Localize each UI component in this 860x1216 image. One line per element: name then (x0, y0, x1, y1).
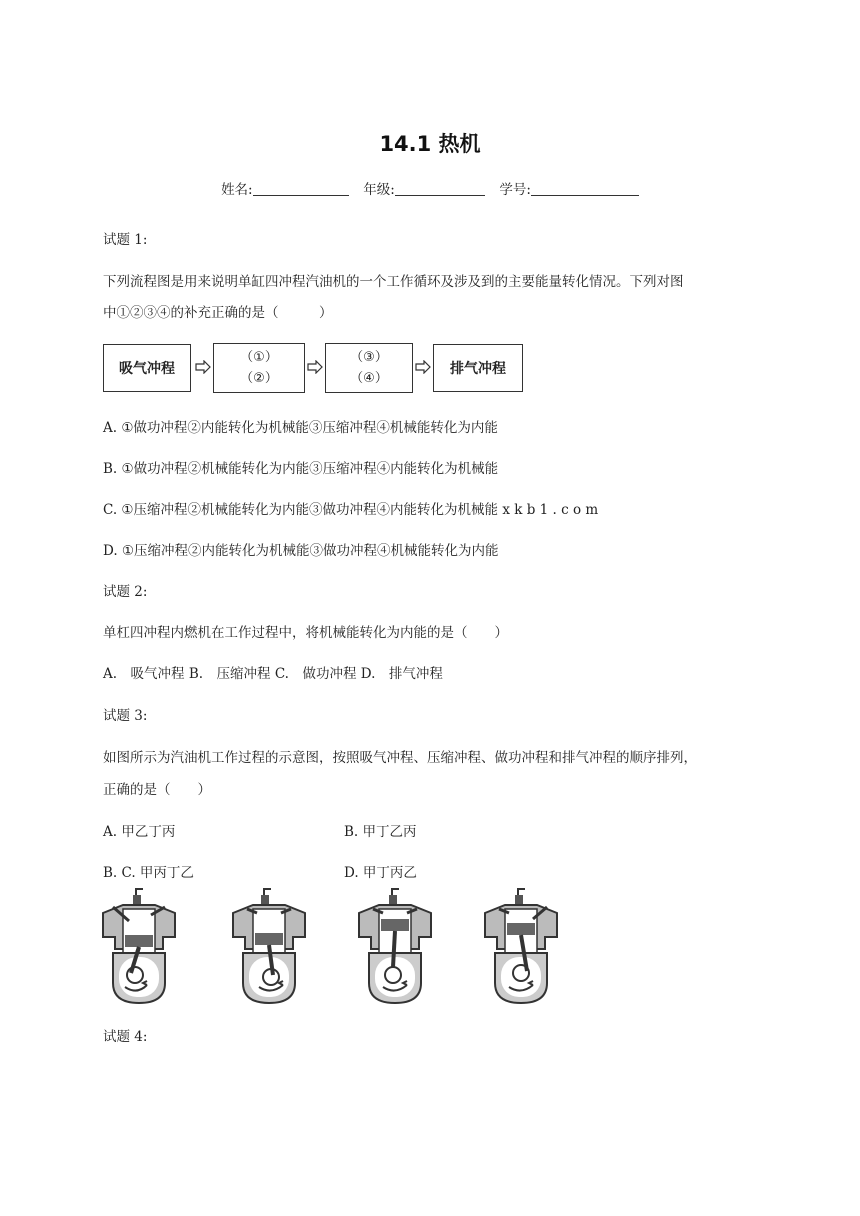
q2-label: 试题 2: (103, 584, 148, 600)
flow-blank-2: （②） (240, 371, 278, 386)
engine-diagram-4 (483, 887, 559, 1005)
flow-box-step12 (213, 343, 305, 393)
flow-box-intake (103, 344, 191, 392)
q1-option-c[interactable]: C. ①压缩冲程②机械能转化为内能③做功冲程④内能转化为机械能 x k b 1 . c o m (103, 502, 599, 518)
engine-diagram-1 (101, 887, 177, 1005)
q1-option-a[interactable]: A. ①做功冲程②内能转化为机械能③压缩冲程④机械能转化为内能 (103, 420, 498, 436)
flow-box-exhaust (433, 344, 523, 392)
flow-arrow-icon (415, 360, 431, 374)
q1-option-b[interactable]: B. ①做功冲程②机械能转化为内能③压缩冲程④内能转化为机械能 (103, 461, 499, 477)
flow-arrow-icon (307, 360, 323, 374)
name-label: 姓名: (221, 182, 253, 198)
q1-stem-line2: 中①②③④的补充正确的是（ ） (103, 305, 333, 321)
q3-option-d[interactable]: D. 甲丁丙乙 (344, 865, 417, 881)
q3-option-c[interactable]: B. C. 甲丙丁乙 (103, 865, 194, 881)
q2-options[interactable]: A. 吸气冲程 B. 压缩冲程 C. 做功冲程 D. 排气冲程 (103, 666, 443, 682)
q3-stem-line2: 正确的是（ ） (103, 782, 211, 798)
q3-label: 试题 3: (103, 708, 148, 724)
name-blank[interactable] (253, 181, 349, 196)
flow-blank-4: （④） (350, 371, 388, 386)
q4-label: 试题 4: (103, 1029, 148, 1045)
q3-option-a[interactable]: A. 甲乙丁丙 (103, 824, 176, 840)
grade-blank[interactable] (395, 181, 485, 196)
flow-blank-3: （③） (350, 350, 388, 365)
q3-option-b[interactable]: B. 甲丁乙丙 (344, 824, 417, 840)
q3-stem-line1: 如图所示为汽油机工作过程的示意图，按照吸气冲程、压缩冲程、做功冲程和排气冲程的顺序排列， (103, 750, 697, 766)
engine-diagram-2 (231, 887, 307, 1005)
q1-label: 试题 1: (103, 232, 148, 248)
flow-box-intake-label: 吸气冲程 (119, 361, 175, 377)
id-blank[interactable] (531, 181, 639, 196)
flow-arrow-icon (195, 360, 211, 374)
q1-option-d[interactable]: D. ①压缩冲程②内能转化为机械能③做功冲程④机械能转化为内能 (103, 543, 499, 559)
engine-stroke-diagrams (95, 887, 565, 1007)
flow-box-exhaust-label: 排气冲程 (450, 361, 506, 377)
q1-stem-line1: 下列流程图是用来说明单缸四冲程汽油机的一个工作循环及涉及到的主要能量转化情况。下列对图 (103, 274, 684, 290)
student-info-line (0, 178, 860, 198)
grade-label: 年级: (363, 182, 395, 198)
q2-stem: 单杠四冲程内燃机在工作过程中，将机械能转化为内能的是（ ） (103, 625, 508, 641)
id-label: 学号: (499, 182, 531, 198)
flow-blank-1: （①） (240, 350, 278, 365)
page-title: 14.1 热机 (379, 132, 481, 156)
flow-box-step34 (325, 343, 413, 393)
engine-diagram-3 (357, 887, 433, 1005)
q1-flowchart (103, 343, 523, 393)
